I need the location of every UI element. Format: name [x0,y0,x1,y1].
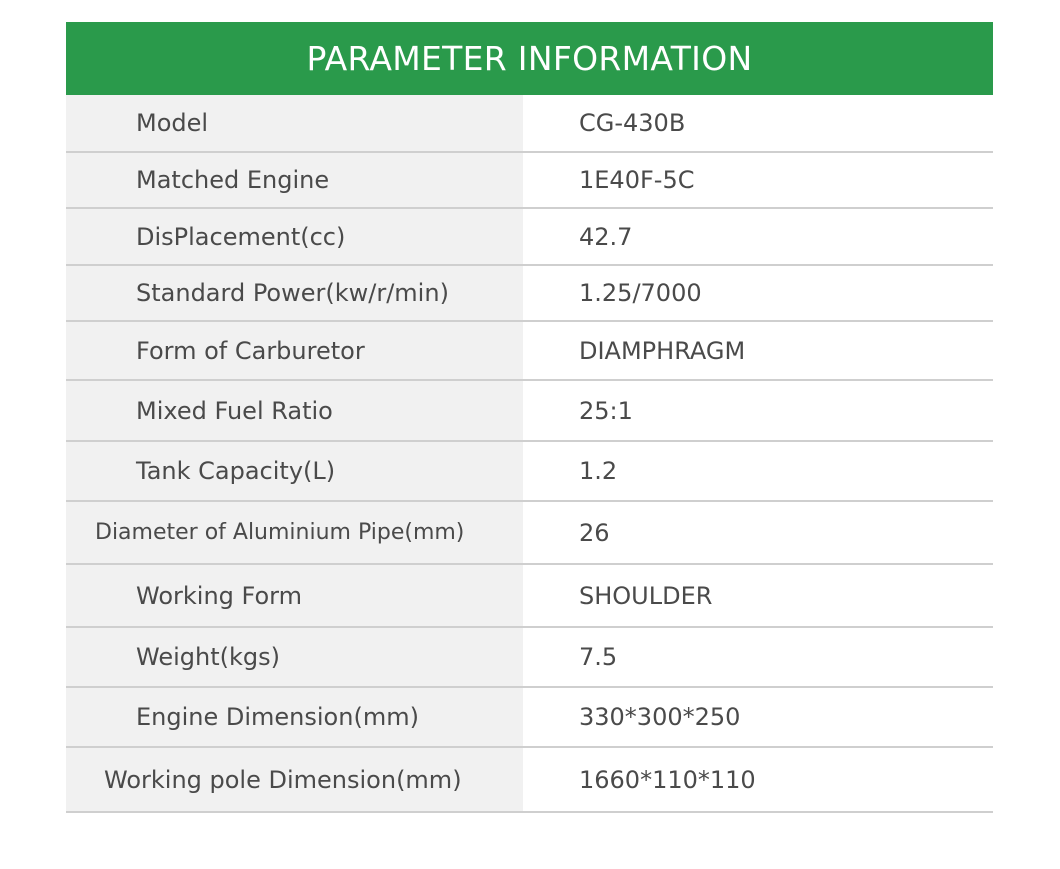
table-row-model [66,95,993,153]
table-row-weight [66,628,993,688]
row-label: Working pole Dimension(mm) [66,748,523,811]
table-title: PARAMETER INFORMATION [306,39,753,78]
row-value: 1.25/7000 [523,266,993,320]
row-value: 26 [523,502,993,563]
row-value: DIAMPHRAGM [523,322,993,379]
row-value: 7.5 [523,628,993,686]
table-header [66,22,993,95]
row-label: DisPlacement(cc) [66,209,523,264]
table-row-carburetor [66,322,993,381]
table-row-pipe-diameter [66,502,993,565]
row-label: Model [66,95,523,151]
row-value: CG-430B [523,95,993,151]
table-row-fuel-ratio [66,381,993,442]
table-row-displacement [66,209,993,266]
row-label: Mixed Fuel Ratio [66,381,523,440]
row-value: 25:1 [523,381,993,440]
row-label: Standard Power(kw/r/min) [66,266,523,320]
row-value: SHOULDER [523,565,993,626]
row-label: Diameter of Aluminium Pipe(mm) [66,502,523,563]
row-label: Weight(kgs) [66,628,523,686]
row-value: 1E40F-5C [523,153,993,207]
table-row-standard-power [66,266,993,322]
row-label: Tank Capacity(L) [66,442,523,500]
table-row-working-form [66,565,993,628]
row-label: Working Form [66,565,523,626]
table-row-engine-dimension [66,688,993,748]
table-row-matched-engine [66,153,993,209]
row-value: 1.2 [523,442,993,500]
parameter-table [66,22,993,813]
row-value: 330*300*250 [523,688,993,746]
row-label: Form of Carburetor [66,322,523,379]
row-label: Engine Dimension(mm) [66,688,523,746]
table-row-tank-capacity [66,442,993,502]
row-label: Matched Engine [66,153,523,207]
row-value: 1660*110*110 [523,748,993,811]
table-row-pole-dimension [66,748,993,813]
row-value: 42.7 [523,209,993,264]
